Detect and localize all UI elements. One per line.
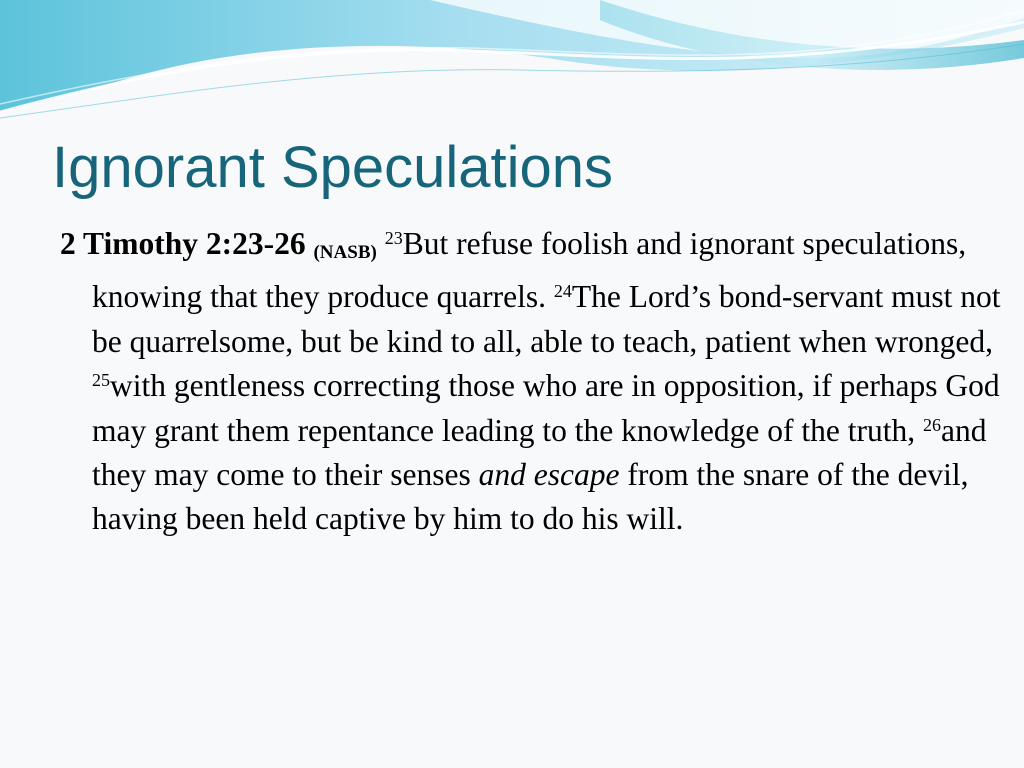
scripture-passage [60,222,1007,542]
bible-version: (NASB) [313,242,377,263]
header-wave-decoration [0,0,1024,130]
verse-23-text: But refuse foolish and ignorant speculations, knowing that they produce quarrels. [92,226,967,315]
verse-26-text-a: and they may come to their senses [92,412,987,493]
verse-25-text: with gentleness correcting those who are in opposition, if perhaps God may grant them repentance leading to the knowledge of the truth, [92,368,1000,448]
verse-number-24: 24 [553,281,572,302]
scripture-reference: 2 Timothy 2:23-26 [60,226,306,261]
verse-24-text: The Lord’s bond-servant must not be quarrelsome, but be kind to all, able to teach, patient when wronged, [92,279,1001,359]
verse-26-italic-text: and escape [478,457,620,493]
verse-number-26: 26 [922,414,941,435]
slide-title: Ignorant Speculations [52,135,614,200]
verse-number-25: 25 [92,370,110,391]
verse-26-text-b: from the snare of the devil, having been held captive by him to do his will. [92,457,969,537]
verse-number-23: 23 [384,228,403,248]
